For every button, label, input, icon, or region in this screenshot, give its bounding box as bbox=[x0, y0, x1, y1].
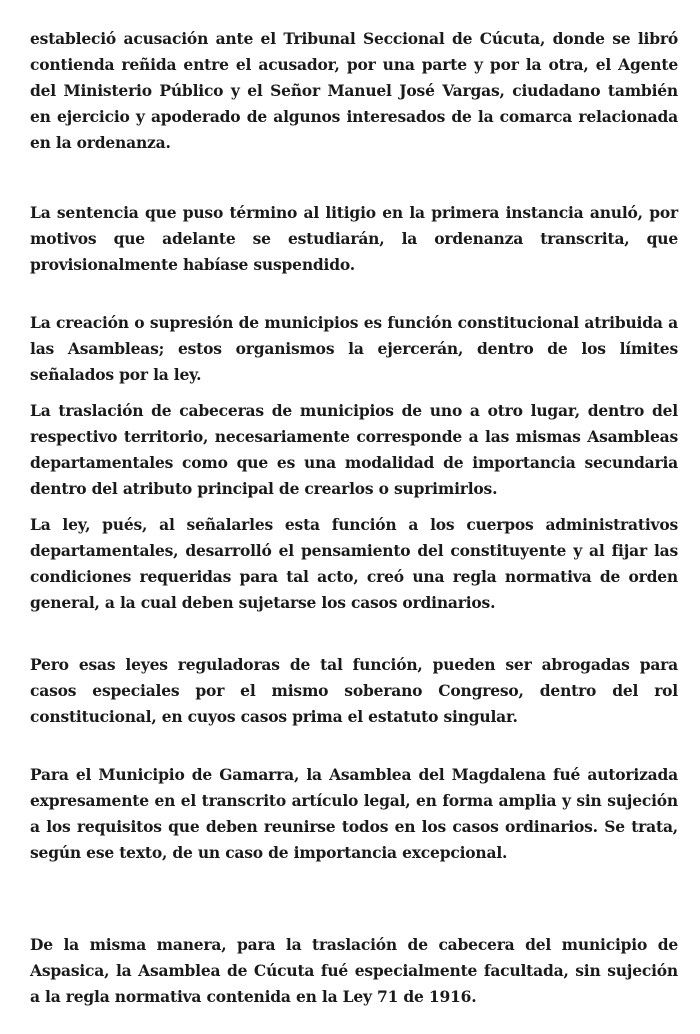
paragraph-1: estableció acusación ante el Tribunal Seccional de Cúcuta, donde se libró contienda reñida entre el acusador, por una parte y por la otra, el Agente del Ministerio Público y el Señor Manuel José Vargas, ciudadano también en ejercicio y apoderado de algunos interesados de la comarca relacionada en la ordenanza. bbox=[30, 29, 678, 152]
paragraph-7: Para el Municipio de Gamarra, la Asamblea del Magdalena fué autorizada expresamente en el transcrito artículo legal, en forma amplia y sin sujeción a los requisitos que deben reunirse todos en los casos ordinarios. Se trata, según ese texto, de un caso de importancia excepcional. bbox=[30, 765, 678, 862]
paragraph-8: De la misma manera, para la traslación de cabecera del municipio de Aspasica, la Asamblea de Cúcuta fué especialmente facultada, sin sujeción a la regla normativa contenida en la Ley 71 de 1916. bbox=[30, 935, 678, 1006]
paragraph-5: La ley, pués, al señalarles esta función a los cuerpos administrativos departamentales, desarrolló el pensamiento del constituyente y al fijar las condiciones requeridas para tal acto, creó una regla normativa de orden general, a la cual deben sujetarse los casos ordinarios. bbox=[30, 515, 678, 612]
paragraph-6: Pero esas leyes reguladoras de tal función, pueden ser abrogadas para casos especiales por el mismo soberano Congreso, dentro del rol constitucional, en cuyos casos prima el estatuto singular. bbox=[30, 655, 678, 726]
paragraph-2: La sentencia que puso término al litigio en la primera instancia anuló, por motivos que adelante se estudiarán, la ordenanza transcrita, que provisionalmente habíase suspendido. bbox=[30, 203, 678, 274]
paragraph-3: La creación o supresión de municipios es función constitucional atribuida a las Asambleas; estos organismos la ejercerán, dentro de los límites señalados por la ley. bbox=[30, 313, 678, 384]
paragraph-4: La traslación de cabeceras de municipios de uno a otro lugar, dentro del respectivo territorio, necesariamente corresponde a las mismas Asambleas departamentales como que es una modalidad de importancia secundaria dentro del atributo principal de crearlos o suprimirlos. bbox=[30, 401, 678, 498]
